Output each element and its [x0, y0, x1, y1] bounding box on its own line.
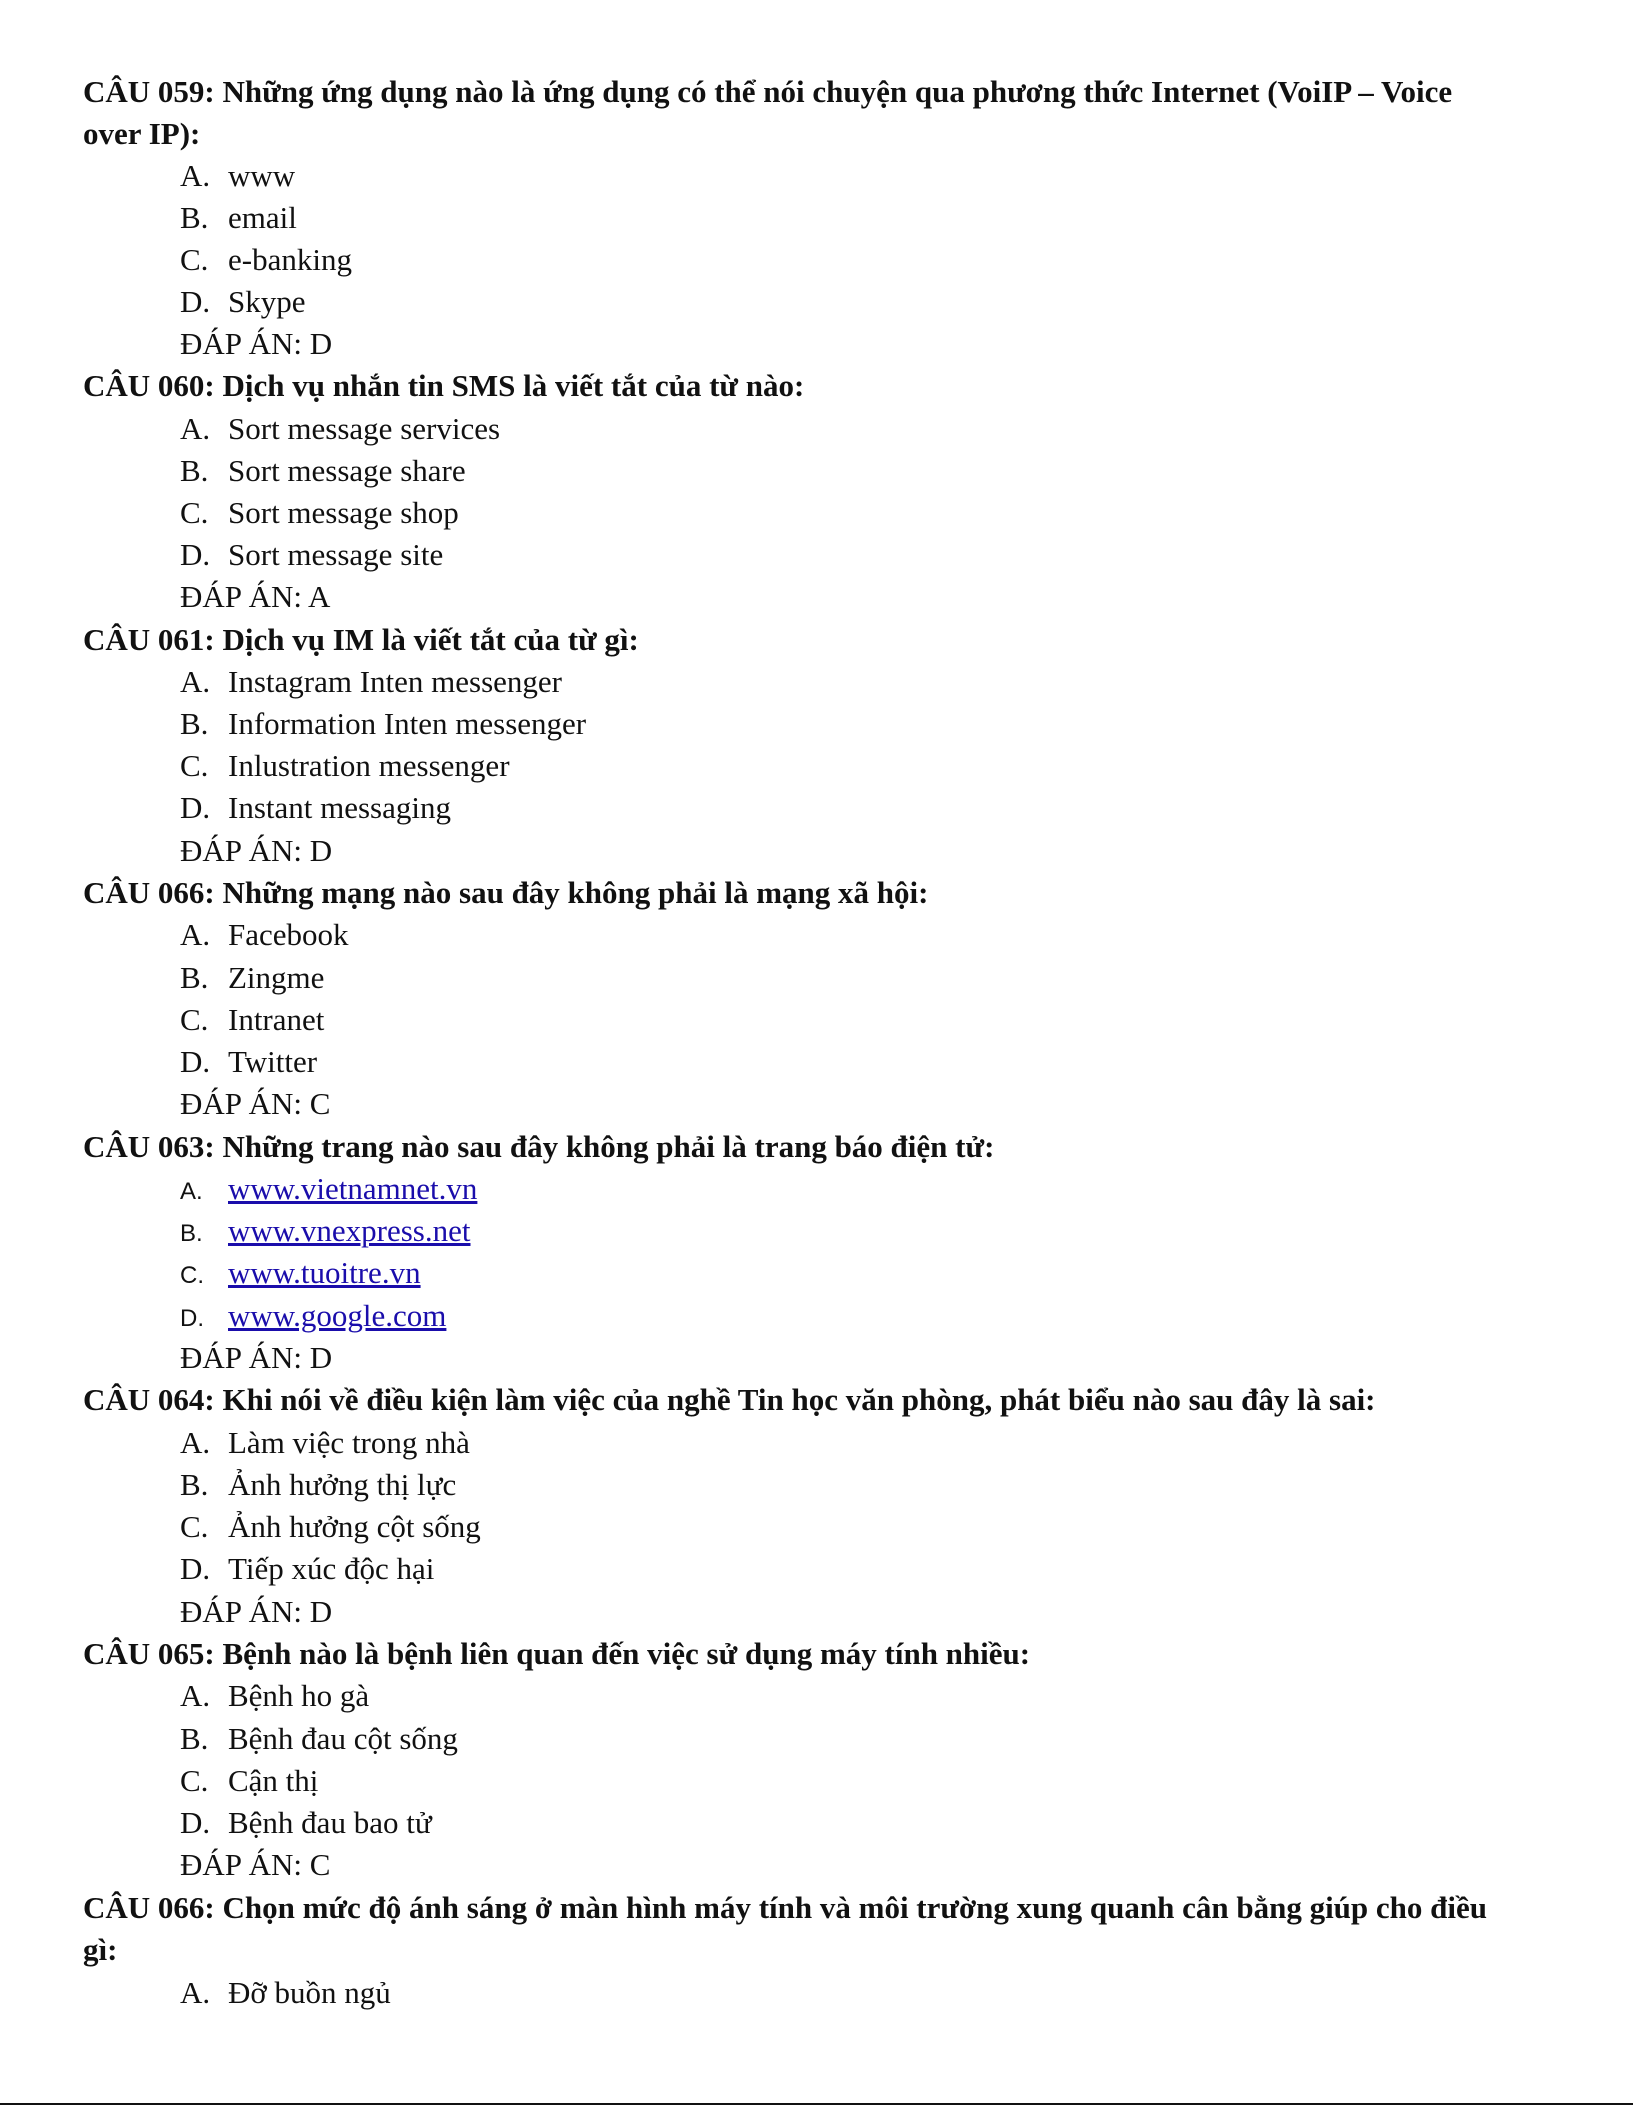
- option-item: [180, 1212, 471, 1253]
- option-text: Ảnh hưởng thị lực: [228, 1467, 457, 1502]
- option-text: email: [228, 200, 297, 235]
- option-text: Cận thị: [228, 1763, 319, 1798]
- link-tuoitre[interactable]: www.tuoitre.vn: [228, 1255, 421, 1290]
- page-bottom-rule: [0, 2103, 1633, 2105]
- option-item: [180, 789, 451, 827]
- option-letter: A.: [180, 1678, 211, 1713]
- option-item: [180, 747, 510, 785]
- option-item: [180, 1466, 456, 1504]
- option-item: [180, 1170, 477, 1211]
- option-letter: D.: [180, 537, 211, 572]
- option-letter: D.: [180, 284, 211, 319]
- question-title: CÂU 066: Chọn mức độ ánh sáng ở màn hình máy tính và môi trường xung quanh cân bằng giúp cho điều: [83, 1890, 1488, 1925]
- option-letter: B.: [180, 1220, 203, 1247]
- option-item: [180, 157, 295, 195]
- option-text: Information Inten messenger: [228, 706, 587, 741]
- option-item: [180, 1043, 317, 1081]
- option-letter: B.: [180, 453, 209, 488]
- option-text: Ảnh hưởng cột sống: [228, 1509, 481, 1544]
- question-title: CÂU 061: Dịch vụ IM là viết tắt của từ gì:: [83, 622, 639, 657]
- option-letter: D.: [180, 1044, 211, 1079]
- option-text: Inlustration messenger: [228, 748, 510, 783]
- option-letter: B.: [180, 1467, 209, 1502]
- option-letter: C.: [180, 242, 209, 277]
- question-title-continued: over IP):: [83, 116, 201, 151]
- option-letter: A.: [180, 917, 211, 952]
- option-item: [180, 1508, 481, 1546]
- option-item: [180, 663, 562, 701]
- option-item: [180, 410, 500, 448]
- option-item: [180, 1720, 458, 1758]
- option-text: Tiếp xúc độc hại: [228, 1551, 435, 1586]
- option-item: [180, 283, 306, 321]
- option-item: [180, 1804, 432, 1842]
- option-text: Sort message shop: [228, 495, 459, 530]
- answer-line: ĐÁP ÁN: D: [180, 833, 333, 868]
- option-letter: A.: [180, 411, 211, 446]
- option-text: Đỡ buồn ngủ: [228, 1975, 391, 2010]
- question-title: CÂU 064: Khi nói về điều kiện làm việc của nghề Tin học văn phòng, phát biểu nào sau đây là sai:: [83, 1382, 1376, 1417]
- option-item: [180, 199, 297, 237]
- answer-line: ĐÁP ÁN: D: [180, 326, 333, 361]
- option-item: [180, 1254, 421, 1295]
- option-item: [180, 705, 586, 743]
- link-vnexpress[interactable]: www.vnexpress.net: [228, 1213, 471, 1248]
- link-vietnamnet[interactable]: www.vietnamnet.vn: [228, 1171, 478, 1206]
- option-letter: C.: [180, 1763, 209, 1798]
- option-text: Sort message site: [228, 537, 444, 572]
- option-item: [180, 1001, 324, 1039]
- option-letter: D.: [180, 1305, 204, 1332]
- option-letter: A.: [180, 1425, 211, 1460]
- answer-line: ĐÁP ÁN: D: [180, 1340, 333, 1375]
- option-text: Bệnh đau bao tử: [228, 1805, 432, 1840]
- option-text: e-banking: [228, 242, 352, 277]
- answer-line: ĐÁP ÁN: C: [180, 1086, 331, 1121]
- option-item: [180, 452, 466, 490]
- option-text: Bệnh đau cột sống: [228, 1721, 458, 1756]
- answer-line: ĐÁP ÁN: D: [180, 1594, 333, 1629]
- option-item: [180, 1550, 434, 1588]
- option-text: Skype: [228, 284, 306, 319]
- option-letter: B.: [180, 200, 209, 235]
- question-title: CÂU 063: Những trang nào sau đây không phải là trang báo điện tử:: [83, 1129, 995, 1164]
- option-text: Twitter: [228, 1044, 318, 1079]
- option-letter: B.: [180, 706, 209, 741]
- option-letter: C.: [180, 1509, 209, 1544]
- option-item: [180, 1762, 318, 1800]
- option-letter: C.: [180, 495, 209, 530]
- question-title-continued: gì:: [83, 1932, 118, 1967]
- option-text: www: [228, 158, 296, 193]
- question-title: CÂU 066: Những mạng nào sau đây không phải là mạng xã hội:: [83, 875, 929, 910]
- option-item: [180, 536, 443, 574]
- option-letter: A.: [180, 1975, 211, 2010]
- option-item: [180, 1677, 369, 1715]
- option-text: Sort message share: [228, 453, 466, 488]
- answer-line: ĐÁP ÁN: C: [180, 1847, 331, 1882]
- option-item: [180, 494, 459, 532]
- answer-line: ĐÁP ÁN: A: [180, 579, 331, 614]
- option-letter: C.: [180, 1262, 204, 1289]
- option-text: Làm việc trong nhà: [228, 1425, 470, 1460]
- link-google[interactable]: www.google.com: [228, 1298, 447, 1333]
- option-text: Intranet: [228, 1002, 325, 1037]
- option-letter: C.: [180, 1002, 209, 1037]
- option-text: Instagram Inten messenger: [228, 664, 562, 699]
- question-title: CÂU 060: Dịch vụ nhắn tin SMS là viết tắt của từ nào:: [83, 368, 805, 403]
- option-item: [180, 1424, 470, 1462]
- option-letter: B.: [180, 1721, 209, 1756]
- option-text: Zingme: [228, 960, 325, 995]
- option-letter: A.: [180, 158, 211, 193]
- option-item: [180, 916, 349, 954]
- option-text: Bệnh ho gà: [228, 1678, 370, 1713]
- option-text: Sort message services: [228, 411, 501, 446]
- option-item: [180, 241, 352, 279]
- option-text: Facebook: [228, 917, 349, 952]
- option-letter: A.: [180, 1178, 203, 1205]
- option-item: [180, 1297, 446, 1338]
- option-item: [180, 959, 324, 997]
- option-letter: D.: [180, 1551, 211, 1586]
- option-item: [180, 1974, 391, 2012]
- option-text: Instant messaging: [228, 790, 451, 825]
- option-letter: C.: [180, 748, 209, 783]
- question-title: CÂU 065: Bệnh nào là bệnh liên quan đến việc sử dụng máy tính nhiều:: [83, 1636, 1031, 1671]
- option-letter: D.: [180, 790, 211, 825]
- option-letter: D.: [180, 1805, 211, 1840]
- option-letter: B.: [180, 960, 209, 995]
- option-letter: A.: [180, 664, 211, 699]
- question-title: CÂU 059: Những ứng dụng nào là ứng dụng có thể nói chuyện qua phương thức Internet (VoiIP – Voice: [83, 74, 1453, 109]
